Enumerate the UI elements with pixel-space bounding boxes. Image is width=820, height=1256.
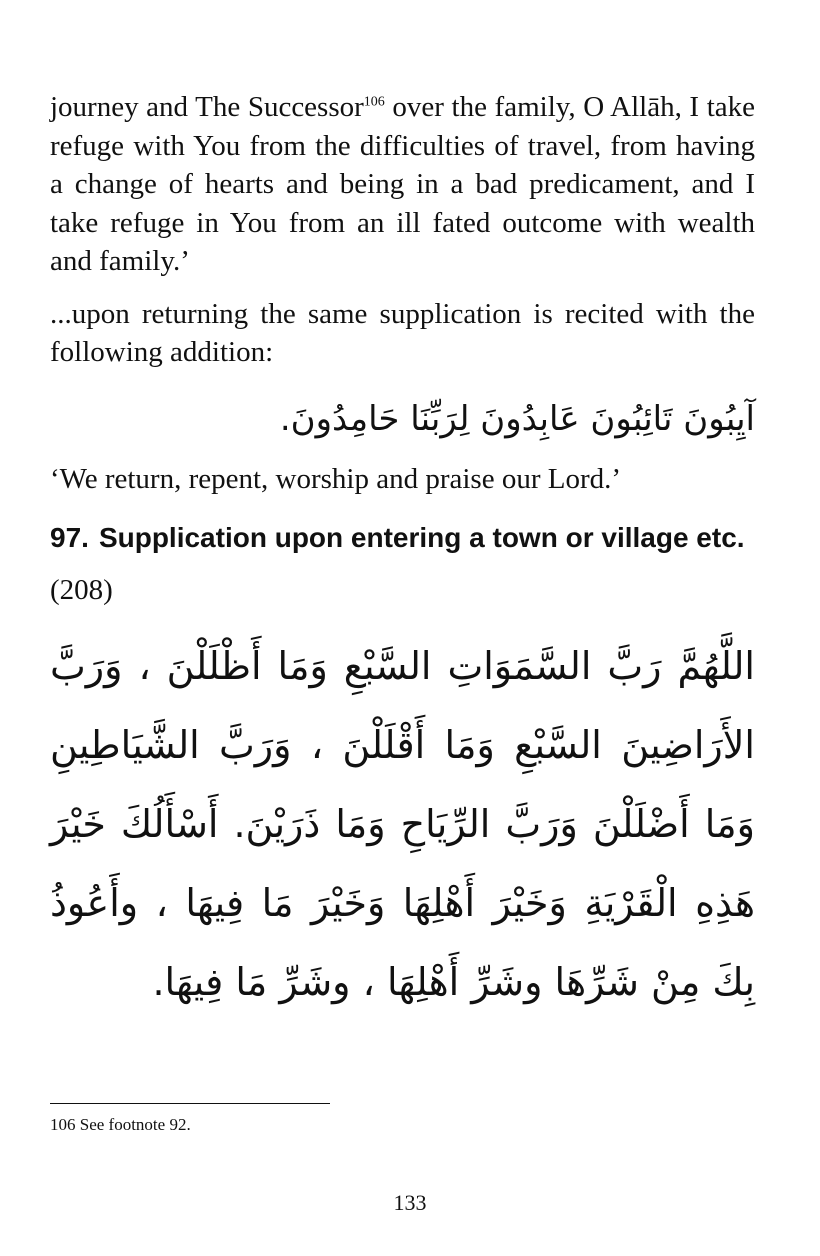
footnote-ref-106[interactable]: 106 — [363, 94, 385, 110]
paragraph-text-cont: over the family, O Allāh, I take refuge with You from the difficulties of travel, from having a change of hearts and being in a bad predicament, and I take refuge in You from an ill fated outcome with wealth and family.’ — [50, 91, 755, 277]
section-title: Supplication upon entering a town or village etc. — [98, 522, 745, 553]
arabic-supplication-return: آيِبُونَ تَائِبُونَ عَابِدُونَ لِرَبِّنَا حَامِدُونَ. — [279, 398, 755, 439]
hadith-reference: (208) — [50, 574, 113, 606]
paragraph-journey — [50, 88, 755, 281]
paragraph-returning: ...upon returning the same supplication is recited with the following addition: — [50, 297, 755, 368]
page-number: 133 — [393, 1190, 427, 1215]
page-body — [50, 88, 755, 1022]
section-number: 97. — [50, 522, 89, 553]
paragraph-text: journey and The Successor — [50, 91, 364, 123]
footnote-106: 106 See footnote 92. — [50, 1115, 191, 1134]
arabic-supplication-town: اللَّهُمَّ رَبَّ السَّمَوَاتِ السَّبْعِ وَمَا أَظْلَلْنَ ، وَرَبَّ الأَرَاضِينَ السَّبْعِ وَمَا أَقْلَلْنَ ، وَرَبَّ الشَّيَاطِينِ وَمَا أَضْلَلْنَ وَرَبَّ الرِّيَاحِ وَمَا ذَرَيْنَ. أَسْأَلُكَ خَيْرَ هَذِهِ الْقَرْيَةِ وَخَيْرَ أَهْلِهَا وَخَيْرَ مَا فِيهَا ، وأَعُوذُ بِكَ مِنْ شَرِّهَا وشَرِّ أَهْلِهَا ، وشَرِّ مَا فِيهَا. — [50, 644, 755, 1004]
section-heading — [50, 520, 755, 556]
translation-return: ‘We return, repent, worship and praise our Lord.’ — [50, 462, 622, 495]
footnote-divider — [50, 1103, 330, 1104]
